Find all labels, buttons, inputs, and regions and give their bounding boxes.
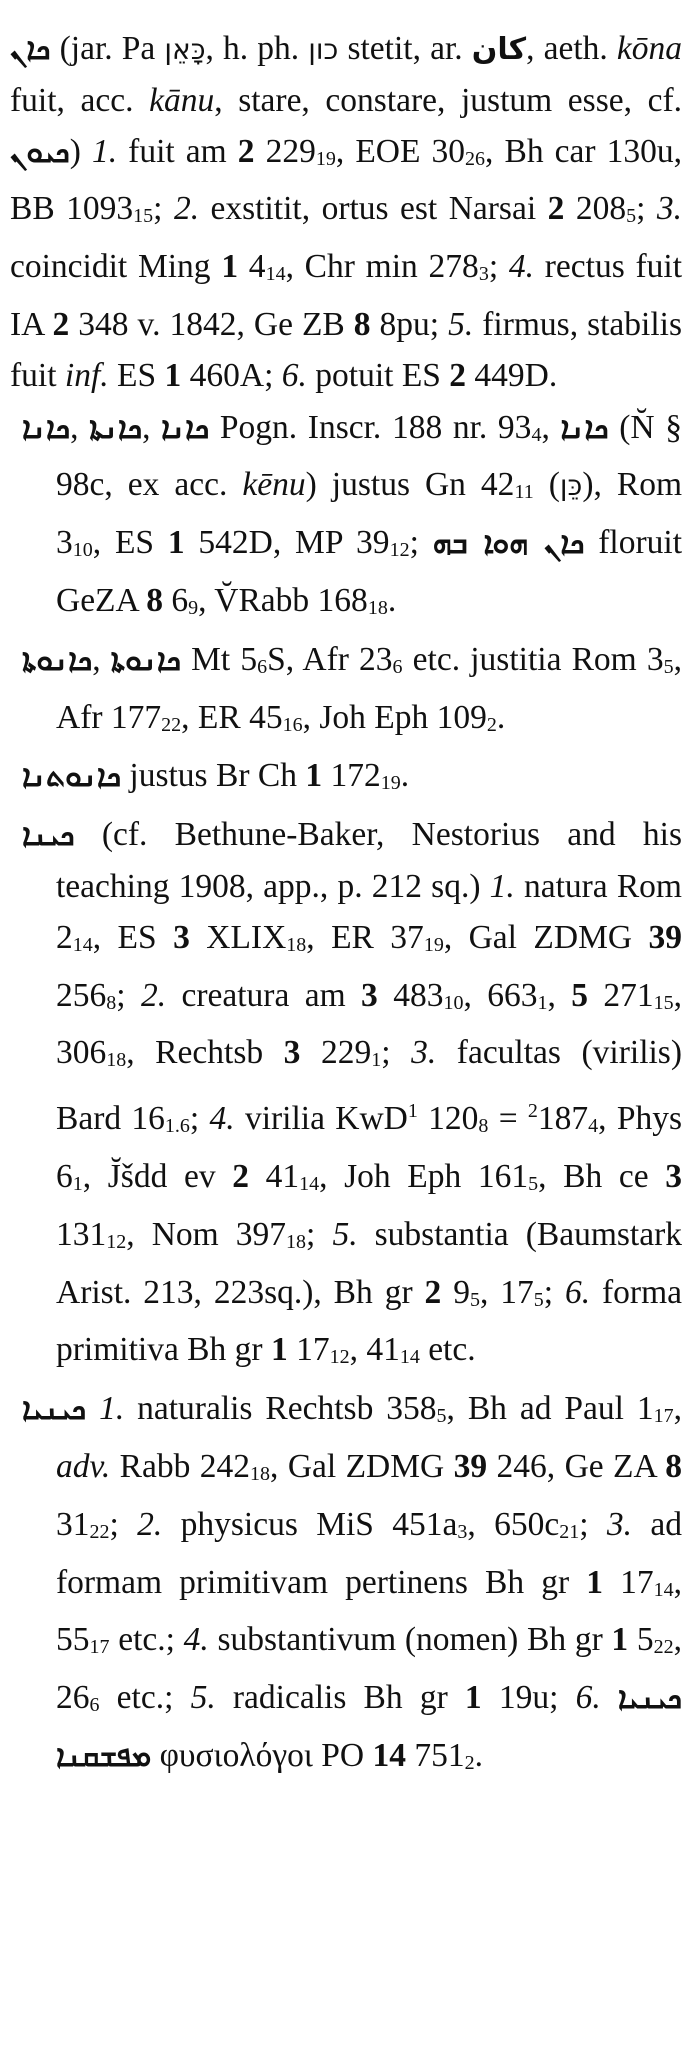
subscript-index: 6 [89,1694,100,1717]
entry-text: , [70,408,90,446]
italic-text: 4. [209,1100,235,1138]
subscript-index: 12 [329,1346,350,1369]
subscript-index: 18 [286,1230,307,1253]
entry-text: (jar. Pa [50,30,165,67]
italic-text: 4. [508,248,534,286]
hebrew-text: כון [308,33,339,66]
entry-text: ), Rom 3 [56,466,683,562]
entry-text: , Gal ZDMG [270,1447,454,1485]
entry-text: , [92,640,111,678]
subscript-index: 17 [653,1405,674,1428]
entry-text: , Joh Eph 161 [319,1157,529,1195]
entry-text: 208 [564,190,627,228]
entry-text: potuit ES [306,356,450,394]
subscript-index: 18 [367,596,388,619]
entry-text: substantia (Baumstark Arist. 213, 223sq.), Bh gr [56,1215,683,1311]
bold-number: 2 [237,132,255,170]
subscript-index: 4 [531,423,542,446]
entry-text: justus Br Ch [121,757,306,795]
bold-number: 5 [571,976,589,1014]
italic-text: kōna [616,30,683,67]
hebrew-text: כֵּן [559,469,583,503]
italic-text: kēnu [242,466,306,504]
entry-main-kan [10,24,682,402]
entry-text: . [387,581,397,619]
entry-text: 5 [628,1621,654,1659]
subscript-index: 18 [286,933,307,956]
entry-text: fuit am [117,132,238,170]
subscript-index: 12 [106,1230,127,1253]
italic-text: 1. [91,132,118,170]
entry-text: 542D, MP 39 [184,524,390,562]
entry-text [601,1679,618,1716]
bold-number: 2 [232,1157,249,1195]
entry-text: ; [488,248,509,286]
entry-text: 31 [56,1505,90,1543]
subentry-kenutana [10,751,682,809]
entry-text: ; [636,190,657,228]
italic-text: 1. [99,1390,125,1428]
entry-text: , 663 [463,976,538,1014]
entry-text: . [400,757,410,795]
entry-text: 172 [322,757,381,795]
entry-text: , 650c [467,1505,560,1543]
bold-number: 2 [424,1273,442,1311]
entry-text: firmus, stabilis fuit [10,305,682,394]
entry-text: 348 v. 1842, Ge ZB [69,305,354,343]
subscript-index: 15 [653,991,674,1014]
syriac-headword: ܟܝܢܝܐ [22,1392,87,1428]
subscript-index: 3 [457,1520,468,1543]
entry-text: 17 [603,1563,654,1601]
subscript-index: 5 [528,1172,539,1195]
bold-number: 1 [164,356,182,394]
subscript-index: 22 [161,713,182,736]
entry-text: φυσιολόγοι PO [151,1736,373,1774]
bold-number: 3 [173,918,190,956]
bold-number: 2 [547,190,565,228]
italic-text: inf. [64,356,109,394]
entry-text: forma primitiva Bh gr [56,1273,683,1369]
subscript-index: 3 [478,263,489,286]
subscript-index: 5 [469,1288,480,1311]
entry-text: , Phys 6 [56,1100,682,1195]
bold-number: 1 [586,1563,604,1601]
entry-text: 271 [588,976,654,1014]
entry-text: 229 [300,1034,372,1072]
entry-text: , Bh car 130u, BB 1093 [10,132,682,228]
bold-number: 2 [52,305,70,343]
entry-text: , aeth. [526,30,617,67]
entry-text: , Gal ZDMG [443,918,649,956]
entry-text: 4 [238,248,266,286]
entry-text: substantivum (nomen) Bh gr [208,1621,612,1659]
italic-text: 2. [173,190,200,228]
entry-text: , ES [92,524,168,562]
subscript-index: 6 [257,655,268,678]
bold-number: 3 [361,976,378,1014]
subscript-index: 4 [588,1115,599,1138]
italic-text: adv. [56,1447,111,1485]
subscript-index: 1.6 [164,1115,190,1138]
entry-text: ; [116,976,141,1014]
bold-number: 2 [449,356,467,394]
italic-text: 6. [564,1273,591,1311]
entry-text [86,1390,99,1427]
subscript-index: 10 [72,539,93,562]
superscript-index: 2 [527,1100,538,1123]
entry-text: , J̆šdd ev [82,1157,233,1195]
italic-text: 6. [281,356,307,394]
entry-text: , Nom 397 [126,1215,287,1253]
entry-text: floruit GeZA [56,524,683,619]
subscript-index: 18 [106,1049,127,1072]
entry-text: , ER 37 [306,918,424,956]
subscript-index: 1 [371,1049,382,1072]
subscript-index: 1 [72,1172,83,1195]
entry-text: etc.; [109,1621,184,1659]
subscript-index: 2 [464,1751,475,1774]
entry-text: ; [409,524,433,562]
syriac-headword: ܟܝܘܢ [10,134,70,170]
entry-text: natura Rom 2 [56,867,682,956]
italic-text: 5. [190,1679,216,1717]
subscript-index: 14 [399,1346,420,1369]
italic-text: 3. [606,1505,633,1543]
entry-text: 751 [405,1736,465,1774]
entry-text: ; [381,1034,412,1072]
entry-text: ) [69,132,92,170]
hebrew-text: כָּאֵן [164,33,206,66]
entry-text: fuit, acc. [10,81,150,119]
entry-text: S, Afr 23 [267,640,393,678]
subscript-index: 5 [626,205,637,228]
entry-text: 256 [56,976,107,1014]
entry-text: etc.; [99,1679,191,1717]
italic-text: 2. [140,976,167,1014]
entry-text: = [488,1100,528,1138]
subscript-index: 16 [282,713,303,736]
entry-text: 19u; [481,1679,576,1717]
syriac-headword: ܟܐܢܘܬܢܐ [22,759,122,795]
entry-text: , h. ph. [205,30,309,67]
entry-text: radicalis Bh gr [215,1679,465,1717]
entry-text: , 17 [479,1273,534,1311]
italic-text: 3. [656,190,682,228]
entry-text: . [474,1736,483,1774]
entry-text: , Rechtsb [126,1034,284,1072]
italic-text: 6. [575,1679,601,1717]
bold-number: 8 [665,1447,682,1485]
entry-text: , [541,408,561,446]
italic-text: 3. [411,1034,437,1072]
syriac-headword: ܟܝܢܝܐ ܡܦܫܩܢܐ [56,1681,683,1774]
entry-text: , 41 [349,1331,400,1369]
entry-text: stetit, ar. [338,30,472,67]
entry-text: , 55 [56,1563,682,1659]
italic-text: 1. [489,867,515,905]
superscript-index: 1 [407,1100,418,1123]
entry-text: 187 [537,1100,589,1138]
entry-text: 6 [163,581,189,619]
entry-text: facultas (virilis) Bard 16 [56,1034,682,1138]
subscript-index: 5 [663,655,674,678]
bold-number: 8 [353,305,371,343]
subentry-kena [10,403,682,634]
entry-text: , [547,976,572,1014]
subscript-index: 14 [72,933,93,956]
entry-text: Mt 5 [180,640,258,678]
syriac-headword: ܟܐܢܐ [560,410,609,446]
entry-text: 17 [287,1331,330,1369]
subscript-index: 17 [89,1636,110,1659]
italic-text: 2. [137,1505,163,1543]
italic-text: 4. [183,1621,209,1659]
syriac-headword: كان [471,32,527,67]
italic-text: 5. [448,305,474,343]
subscript-index: 1 [537,991,548,1014]
entry-text: , Bh ad Paul 1 [446,1390,654,1428]
subscript-index: 14 [653,1578,674,1601]
italic-text: kānu [149,81,215,119]
entry-text: ad formam primitivam pertinens Bh gr [56,1505,682,1601]
bold-number: 1 [270,1331,288,1369]
syriac-headword: ܟܐܢ [10,32,51,67]
subscript-index: 19 [380,772,401,795]
entry-text: ( [533,466,560,504]
syriac-headword: ܟܐܢܐ [22,410,71,446]
subscript-index: 5 [436,1405,447,1428]
entry-text: physicus MiS 451a [162,1505,458,1543]
subscript-index: 8 [478,1115,489,1138]
syriac-headword: ܟܐܢܘܬܐ [22,642,93,678]
bold-number: 3 [665,1157,682,1195]
bold-number: 1 [464,1679,482,1717]
syriac-headword: ܟܐܢܐ [161,410,210,446]
bold-number: 1 [611,1621,629,1659]
subscript-index: 6 [392,655,403,678]
bold-number: 39 [648,918,682,956]
subscript-index: 12 [389,539,410,562]
subscript-index: 21 [559,1520,580,1543]
subscript-index: 19 [315,147,336,170]
entry-text: ; [306,1215,333,1253]
entry-text: , ES [92,918,174,956]
italic-text: 5. [332,1215,358,1253]
entry-text: virilia KwD [234,1100,408,1138]
subscript-index: 14 [265,263,286,286]
subscript-index: 5 [533,1288,544,1311]
entry-text: , Chr min 278 [285,248,479,286]
subscript-index: 2 [486,713,497,736]
entry-text: 120 [417,1100,479,1138]
entry-text: Rabb 242 [110,1447,251,1485]
entry-text: . [496,698,506,736]
entry-text: rectus fuit IA [10,248,683,343]
entry-text: ; [109,1505,138,1543]
entry-text: , [142,408,162,446]
entry-text: , Bh ce [538,1157,666,1195]
entry-text: 131 [56,1215,107,1253]
entry-text: etc. justitia Rom 3 [402,640,664,678]
subentry-kyanaya [10,1384,682,1789]
entry-text: Pogn. Inscr. 188 nr. 93 [209,408,532,446]
entry-text: exstitit, ortus est Narsai [199,190,548,228]
bold-number: 1 [221,248,239,286]
entry-text: etc. [419,1331,476,1369]
subscript-index: 8 [106,991,117,1014]
entry-text: ) justus Gn 42 [305,466,515,504]
entry-text: , stare, constare, justum esse, cf. [214,81,682,119]
subscript-index: 9 [188,596,199,619]
entry-text: 483 [377,976,444,1014]
bold-number: 14 [372,1736,406,1774]
subscript-index: 11 [514,481,534,504]
entry-text: 449D. [466,356,558,394]
syriac-headword: ܟܝܢܐ [22,818,75,854]
entry-text: ; [189,1100,210,1138]
subentry-kenuta [10,635,682,751]
syriac-headword: ܟܐܢܬܐ [89,410,143,446]
bold-number: 1 [305,757,323,795]
entry-text: ; [579,1505,607,1543]
subscript-index: 18 [250,1462,271,1485]
subscript-index: 22 [653,1636,674,1659]
entry-text: ; [543,1273,565,1311]
entry-text: 229 [254,132,316,170]
entry-text: , Joh Eph 109 [302,698,487,736]
subentry-kyana [10,810,682,1383]
bold-number: 8 [146,581,163,619]
entry-text: 41 [248,1157,300,1195]
syriac-headword: ܟܐܢ ܗܘܐ ܒܗ [432,526,585,562]
entry-text: (cf. Bethune-Baker, Nestorius and his teaching 1908, app., p. 212 sq.) [56,816,682,905]
subscript-index: 22 [89,1520,110,1543]
subscript-index: 10 [443,991,464,1014]
entry-text: , Afr 177 [56,640,682,736]
entry-text: coincidit Ming [10,248,222,286]
entry-text: (N̆ § 98c, ex acc. [56,408,683,504]
entry-text: 460A; [181,356,282,394]
entry-text: , ER 45 [181,698,283,736]
entry-text: ; [153,190,174,228]
entry-text: XLIX [189,918,287,956]
entry-text: , EOE 30 [335,132,466,170]
entry-text: , [673,1390,683,1428]
bold-number: 39 [453,1447,488,1485]
bold-number: 1 [167,524,185,562]
entry-text: , 306 [56,976,683,1072]
entry-text: 9 [441,1273,470,1311]
entry-text: creatura am [166,976,362,1014]
subscript-index: 14 [299,1172,320,1195]
subscript-index: 19 [423,933,444,956]
entry-text: , V̆Rabb 168 [198,581,368,619]
entry-text: 246, Ge ZA [487,1447,666,1485]
entry-text: naturalis Rechtsb 358 [124,1390,437,1428]
entry-text: , 26 [56,1621,682,1717]
subscript-index: 26 [465,147,486,170]
entry-text: ES [108,356,165,394]
syriac-headword: ܟܐܢܘܬܐ [110,642,181,678]
entry-text: 8pu; [370,305,449,343]
subscript-index: 15 [133,205,154,228]
bold-number: 3 [283,1034,301,1072]
